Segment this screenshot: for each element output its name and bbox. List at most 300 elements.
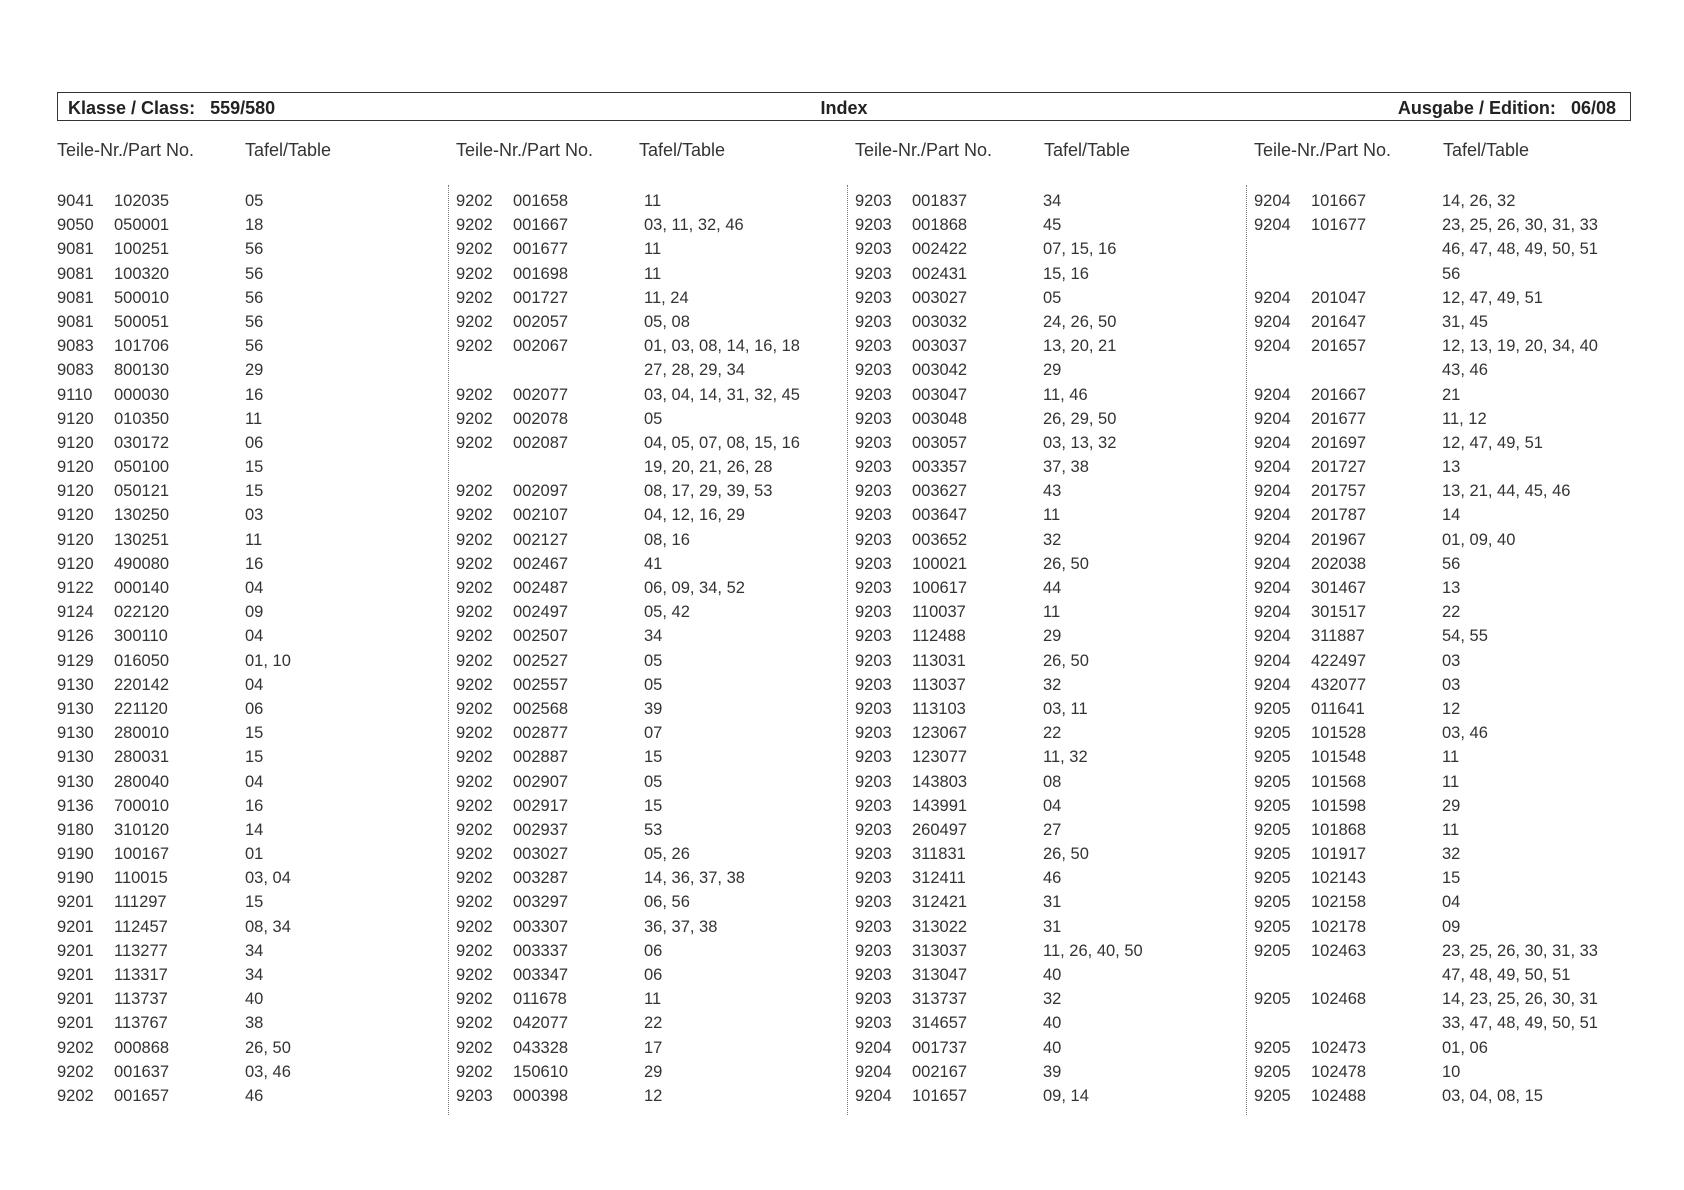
- part-prefix: 9204: [1254, 458, 1291, 477]
- index-row: [1254, 1063, 1644, 1087]
- table-refs: 11, 24: [644, 288, 689, 307]
- part-number: 003047: [912, 385, 968, 404]
- table-refs: 15: [245, 893, 264, 912]
- index-row: [855, 410, 1245, 434]
- index-row: [57, 748, 447, 772]
- table-refs: 45: [1043, 216, 1062, 235]
- column-divider: [847, 185, 848, 1115]
- index-row: [57, 555, 447, 579]
- index-row: [855, 1014, 1245, 1038]
- part-prefix: 9202: [456, 845, 493, 864]
- part-prefix: 9122: [57, 579, 94, 597]
- part-prefix: 9202: [456, 966, 493, 984]
- part-prefix: 9204: [1254, 627, 1291, 646]
- index-row: [456, 240, 846, 264]
- part-prefix: 9201: [57, 966, 94, 984]
- part-number: 003287: [513, 869, 569, 888]
- part-number: 002077: [513, 385, 569, 404]
- part-prefix: 9203: [855, 288, 892, 307]
- index-row: [57, 942, 447, 966]
- table-refs: 11: [644, 192, 662, 210]
- index-row: [456, 434, 846, 458]
- part-prefix: 9130: [57, 724, 94, 743]
- part-prefix: 9203: [855, 409, 892, 428]
- edition-value: 06/08: [1570, 98, 1616, 118]
- part-prefix: 9202: [456, 385, 493, 404]
- table-refs: 05: [644, 409, 663, 428]
- index-row: [456, 845, 846, 869]
- index-row: [1254, 289, 1644, 313]
- part-prefix: 9205: [1254, 1062, 1291, 1081]
- part-number: 001837: [912, 192, 968, 210]
- part-prefix: 9120: [57, 530, 94, 549]
- index-row: [57, 361, 447, 385]
- part-number: 102468: [1311, 990, 1367, 1009]
- index-row: [456, 797, 846, 821]
- table-refs: 39: [1043, 1062, 1062, 1081]
- part-number: 002127: [513, 530, 569, 549]
- table-refs: 29: [245, 361, 264, 380]
- table-refs: 29: [1442, 796, 1461, 815]
- index-row: [1254, 990, 1644, 1014]
- part-prefix: 9205: [1254, 724, 1291, 743]
- part-prefix: 9201: [57, 941, 94, 960]
- part-prefix: 9202: [456, 724, 493, 743]
- table-refs: 08, 17, 29, 39, 53: [644, 482, 773, 501]
- table-refs: 05, 42: [644, 603, 690, 622]
- part-number: 050121: [114, 482, 170, 501]
- table-refs: 21: [1442, 385, 1461, 404]
- index-row: [456, 337, 846, 361]
- index-row: [456, 361, 846, 385]
- table-refs: 34: [644, 627, 663, 646]
- part-prefix: 9205: [1254, 772, 1291, 791]
- table-refs: 04: [245, 772, 264, 791]
- index-row: [57, 893, 447, 917]
- index-row: [1254, 386, 1644, 410]
- part-number: 030172: [114, 433, 170, 452]
- index-row: [855, 458, 1245, 482]
- table-refs: 04: [1043, 796, 1062, 815]
- part-prefix: 9120: [57, 482, 94, 501]
- table-refs: 19, 20, 21, 26, 28: [644, 458, 773, 477]
- part-prefix: 9203: [855, 458, 892, 477]
- table-refs: 24, 26, 50: [1043, 312, 1117, 331]
- part-prefix: 9205: [1254, 917, 1291, 936]
- part-number: 280031: [114, 748, 170, 767]
- table-refs: 46: [1043, 869, 1062, 888]
- table-refs: 15, 16: [1043, 264, 1089, 283]
- table-refs: 11, 26, 40, 50: [1043, 941, 1143, 960]
- table-refs: 11, 46: [1043, 385, 1088, 404]
- part-prefix: 9202: [456, 506, 493, 525]
- part-prefix: 9081: [57, 264, 94, 283]
- col-header-table-4: Tafel/Table: [1443, 140, 1530, 160]
- part-number: 003037: [912, 337, 968, 356]
- table-refs: 15: [1442, 869, 1461, 888]
- part-number: 002422: [912, 240, 968, 259]
- part-prefix: 9201: [57, 990, 94, 1009]
- column-divider: [1246, 185, 1247, 1115]
- index-row: [456, 482, 846, 506]
- table-refs: 06, 09, 34, 52: [644, 579, 745, 597]
- index-row: [57, 869, 447, 893]
- index-row: [57, 1014, 447, 1038]
- table-refs: 12: [1442, 699, 1461, 718]
- part-prefix: 9203: [855, 385, 892, 404]
- part-prefix: 9203: [855, 820, 892, 839]
- index-row: [1254, 748, 1644, 772]
- index-row: [855, 192, 1245, 216]
- table-refs: 46: [245, 1086, 264, 1105]
- table-refs: 27: [1043, 820, 1062, 839]
- table-refs: 26, 50: [1043, 651, 1089, 670]
- table-refs: 15: [245, 458, 264, 477]
- table-refs: 56: [245, 240, 264, 259]
- index-row: [57, 821, 447, 845]
- part-number: 312411: [912, 869, 966, 888]
- part-number: 003297: [513, 893, 569, 912]
- table-refs: 01, 03, 08, 14, 16, 18: [644, 337, 800, 356]
- part-number: 201047: [1311, 288, 1367, 307]
- part-number: 102158: [1311, 893, 1367, 912]
- index-row: [57, 531, 447, 555]
- index-row: [855, 724, 1245, 748]
- part-prefix: 9201: [57, 917, 94, 936]
- index-row: [1254, 337, 1644, 361]
- part-number: 100021: [912, 554, 968, 573]
- index-row: [57, 1063, 447, 1087]
- table-refs: 13: [1442, 458, 1461, 477]
- part-number: 002887: [513, 748, 569, 767]
- part-prefix: 9203: [855, 1014, 892, 1033]
- part-prefix: 9202: [456, 603, 493, 622]
- table-refs: 29: [1043, 361, 1062, 380]
- index-row: [1254, 942, 1644, 966]
- part-number: 201697: [1311, 433, 1367, 452]
- index-row: [1254, 627, 1644, 651]
- part-number: 002487: [513, 579, 569, 597]
- table-refs: 03, 04, 08, 15: [1442, 1086, 1543, 1105]
- part-number: 102178: [1311, 917, 1367, 936]
- table-refs: 15: [245, 724, 264, 743]
- index-row: [456, 700, 846, 724]
- part-number: 050001: [114, 216, 170, 235]
- index-row: [57, 313, 447, 337]
- index-row: [1254, 216, 1644, 240]
- part-number: 001658: [513, 192, 569, 210]
- part-prefix: 9203: [855, 579, 892, 597]
- table-refs: 07, 15, 16: [1043, 240, 1117, 259]
- index-row: [855, 966, 1245, 990]
- index-row: [57, 845, 447, 869]
- table-refs: 14, 26, 32: [1442, 192, 1516, 210]
- table-refs: 56: [1442, 264, 1461, 283]
- table-refs: 36, 37, 38: [644, 917, 718, 936]
- table-refs: 31: [1043, 917, 1062, 936]
- part-number: 500010: [114, 288, 170, 307]
- part-prefix: 9203: [855, 748, 892, 767]
- table-refs: 16: [245, 385, 264, 404]
- index-row: [855, 313, 1245, 337]
- index-row: [456, 506, 846, 530]
- part-number: 220142: [114, 675, 170, 694]
- part-prefix: 9110: [57, 385, 93, 404]
- table-refs: 46, 47, 48, 49, 50, 51: [1442, 240, 1598, 259]
- part-prefix: 9203: [855, 603, 892, 622]
- part-number: 002568: [513, 699, 569, 718]
- part-prefix: 9203: [855, 216, 892, 235]
- index-row: [57, 990, 447, 1014]
- table-refs: 15: [644, 748, 663, 767]
- part-prefix: 9204: [1254, 337, 1291, 356]
- part-number: 143803: [912, 772, 968, 791]
- part-number: 113277: [114, 941, 168, 960]
- part-prefix: 9041: [57, 192, 94, 210]
- table-refs: 05, 26: [644, 845, 690, 864]
- part-number: 003042: [912, 361, 968, 380]
- index-row: [456, 313, 846, 337]
- index-row: [456, 603, 846, 627]
- part-number: 011678: [513, 990, 567, 1009]
- table-refs: 11, 32: [1043, 748, 1088, 767]
- part-number: 201727: [1311, 458, 1367, 477]
- table-refs: 22: [1043, 724, 1062, 743]
- table-refs: 10: [1442, 1062, 1461, 1081]
- table-refs: 11: [1442, 748, 1460, 767]
- part-prefix: 9203: [855, 845, 892, 864]
- part-number: 201667: [1311, 385, 1367, 404]
- index-row: [1254, 676, 1644, 700]
- part-number: 100617: [912, 579, 968, 597]
- index-row: [456, 966, 846, 990]
- part-prefix: 9205: [1254, 1086, 1291, 1105]
- table-refs: 34: [245, 966, 264, 984]
- index-row: [855, 337, 1245, 361]
- index-row: [855, 773, 1245, 797]
- table-refs: 26, 50: [1043, 845, 1089, 864]
- part-prefix: 9204: [855, 1062, 892, 1081]
- part-number: 314657: [912, 1014, 968, 1033]
- index-row: [855, 579, 1245, 603]
- part-number: 123067: [912, 724, 968, 743]
- part-prefix: 9120: [57, 506, 94, 525]
- index-row: [855, 652, 1245, 676]
- part-number: 313022: [912, 917, 968, 936]
- part-number: 002497: [513, 603, 569, 622]
- part-number: 002937: [513, 820, 569, 839]
- index-row: [1254, 1014, 1644, 1038]
- part-prefix: 9202: [456, 337, 493, 356]
- table-refs: 29: [644, 1062, 663, 1081]
- part-prefix: 9202: [57, 1038, 94, 1057]
- table-refs: 04: [245, 579, 264, 597]
- part-number: 113103: [912, 699, 966, 718]
- part-prefix: 9120: [57, 409, 94, 428]
- edition-info: [1398, 98, 1616, 119]
- index-row: [456, 531, 846, 555]
- class-value: 559/580: [210, 98, 276, 118]
- part-prefix: 9120: [57, 433, 94, 452]
- part-prefix: 9203: [855, 990, 892, 1009]
- index-row: [1254, 773, 1644, 797]
- part-prefix: 9203: [855, 675, 892, 694]
- index-row: [57, 482, 447, 506]
- part-prefix: 9203: [855, 264, 892, 283]
- table-refs: 05: [1043, 288, 1062, 307]
- table-refs: 14, 36, 37, 38: [644, 869, 745, 888]
- part-number: 700010: [114, 796, 170, 815]
- part-prefix: 9129: [57, 651, 94, 670]
- part-number: 201677: [1311, 409, 1367, 428]
- index-row: [1254, 531, 1644, 555]
- table-refs: 01, 09, 40: [1442, 530, 1516, 549]
- part-prefix: 9203: [855, 966, 892, 984]
- part-prefix: 9202: [456, 869, 493, 888]
- index-row: [1254, 893, 1644, 917]
- table-refs: 05: [644, 675, 663, 694]
- part-number: 000868: [114, 1038, 170, 1057]
- index-row: [855, 942, 1245, 966]
- part-prefix: 9203: [855, 627, 892, 646]
- index-row: [855, 869, 1245, 893]
- part-prefix: 9203: [855, 530, 892, 549]
- index-row: [57, 1039, 447, 1063]
- table-refs: 04, 12, 16, 29: [644, 506, 745, 525]
- index-row: [1254, 652, 1644, 676]
- part-number: 113317: [114, 966, 168, 984]
- index-row: [456, 555, 846, 579]
- part-prefix: 9190: [57, 869, 94, 888]
- part-number: 102463: [1311, 941, 1367, 960]
- part-number: 101568: [1311, 772, 1367, 791]
- part-prefix: 9204: [1254, 579, 1291, 597]
- part-number: 101917: [1311, 845, 1367, 864]
- index-row: [855, 216, 1245, 240]
- part-prefix: 9202: [456, 772, 493, 791]
- part-prefix: 9204: [1254, 530, 1291, 549]
- col-header-table-1: Tafel/Table: [245, 140, 332, 160]
- table-refs: 05, 08: [644, 312, 690, 331]
- table-refs: 39: [644, 699, 663, 718]
- part-prefix: 9202: [456, 917, 493, 936]
- part-number: 143991: [912, 796, 968, 815]
- part-prefix: 9205: [1254, 796, 1291, 815]
- index-row: [1254, 555, 1644, 579]
- part-number: 000140: [114, 579, 170, 597]
- index-row: [57, 410, 447, 434]
- index-row: [57, 216, 447, 240]
- part-prefix: 9120: [57, 554, 94, 573]
- table-refs: 06, 56: [644, 893, 690, 912]
- part-prefix: 9205: [1254, 869, 1291, 888]
- index-row: [57, 289, 447, 313]
- index-row: [456, 216, 846, 240]
- part-number: 101677: [1311, 216, 1367, 235]
- part-number: 001637: [114, 1062, 170, 1081]
- part-number: 003652: [912, 530, 968, 549]
- table-refs: 09, 14: [1043, 1086, 1089, 1105]
- table-refs: 32: [1043, 530, 1062, 549]
- index-row: [1254, 579, 1644, 603]
- index-row: [456, 627, 846, 651]
- part-prefix: 9204: [1254, 433, 1291, 452]
- part-prefix: 9205: [1254, 699, 1291, 718]
- index-column-3: [855, 192, 1245, 1111]
- part-prefix: 9204: [1254, 216, 1291, 235]
- table-refs: 11, 12: [1442, 409, 1487, 428]
- part-number: 002107: [513, 506, 569, 525]
- part-prefix: 9202: [456, 651, 493, 670]
- part-prefix: 9203: [855, 917, 892, 936]
- table-refs: 37, 38: [1043, 458, 1089, 477]
- part-prefix: 9201: [57, 893, 94, 912]
- index-column-2: [456, 192, 846, 1111]
- page-title: Index: [820, 98, 868, 118]
- part-prefix: 9204: [1254, 312, 1291, 331]
- table-refs: 03: [1442, 675, 1461, 694]
- part-prefix: 9204: [1254, 506, 1291, 525]
- index-row: [57, 797, 447, 821]
- column-divider: [448, 185, 449, 1115]
- table-refs: 12, 47, 49, 51: [1442, 433, 1543, 452]
- index-row: [855, 990, 1245, 1014]
- table-refs: 38: [245, 1014, 264, 1033]
- table-refs: 11: [1442, 772, 1460, 791]
- index-row: [456, 1087, 846, 1111]
- part-number: 311887: [1311, 627, 1365, 646]
- table-refs: 32: [1442, 845, 1461, 864]
- table-refs: 43, 46: [1442, 361, 1488, 380]
- table-refs: 56: [245, 264, 264, 283]
- table-refs: 23, 25, 26, 30, 31, 33: [1442, 941, 1598, 960]
- index-row: [57, 603, 447, 627]
- part-prefix: 9205: [1254, 990, 1291, 1009]
- col-header-part-no-2: Teile-Nr./Part No.: [456, 140, 594, 160]
- index-row: [1254, 966, 1644, 990]
- index-row: [456, 869, 846, 893]
- part-number: 001677: [513, 240, 569, 259]
- index-row: [57, 627, 447, 651]
- part-number: 002557: [513, 675, 569, 694]
- part-number: 002527: [513, 651, 569, 670]
- table-refs: 15: [245, 748, 264, 767]
- part-number: 110015: [114, 869, 168, 888]
- part-prefix: 9203: [855, 312, 892, 331]
- part-prefix: 9203: [855, 724, 892, 743]
- table-refs: 06: [644, 941, 663, 960]
- index-row: [456, 821, 846, 845]
- part-number: 280040: [114, 772, 170, 791]
- part-prefix: 9136: [57, 796, 94, 815]
- table-refs: 15: [245, 482, 264, 501]
- part-prefix: 9205: [1254, 748, 1291, 767]
- part-number: 311831: [912, 845, 966, 864]
- table-refs: 34: [1043, 192, 1062, 210]
- index-row: [1254, 603, 1644, 627]
- index-row: [1254, 265, 1644, 289]
- index-row: [1254, 918, 1644, 942]
- table-refs: 08, 34: [245, 917, 291, 936]
- table-refs: 31: [1043, 893, 1062, 912]
- index-row: [1254, 1087, 1644, 1111]
- part-number: 003048: [912, 409, 968, 428]
- part-prefix: 9126: [57, 627, 94, 646]
- index-row: [855, 797, 1245, 821]
- table-refs: 47, 48, 49, 50, 51: [1442, 966, 1571, 984]
- part-number: 313737: [912, 990, 968, 1009]
- part-prefix: 9202: [456, 216, 493, 235]
